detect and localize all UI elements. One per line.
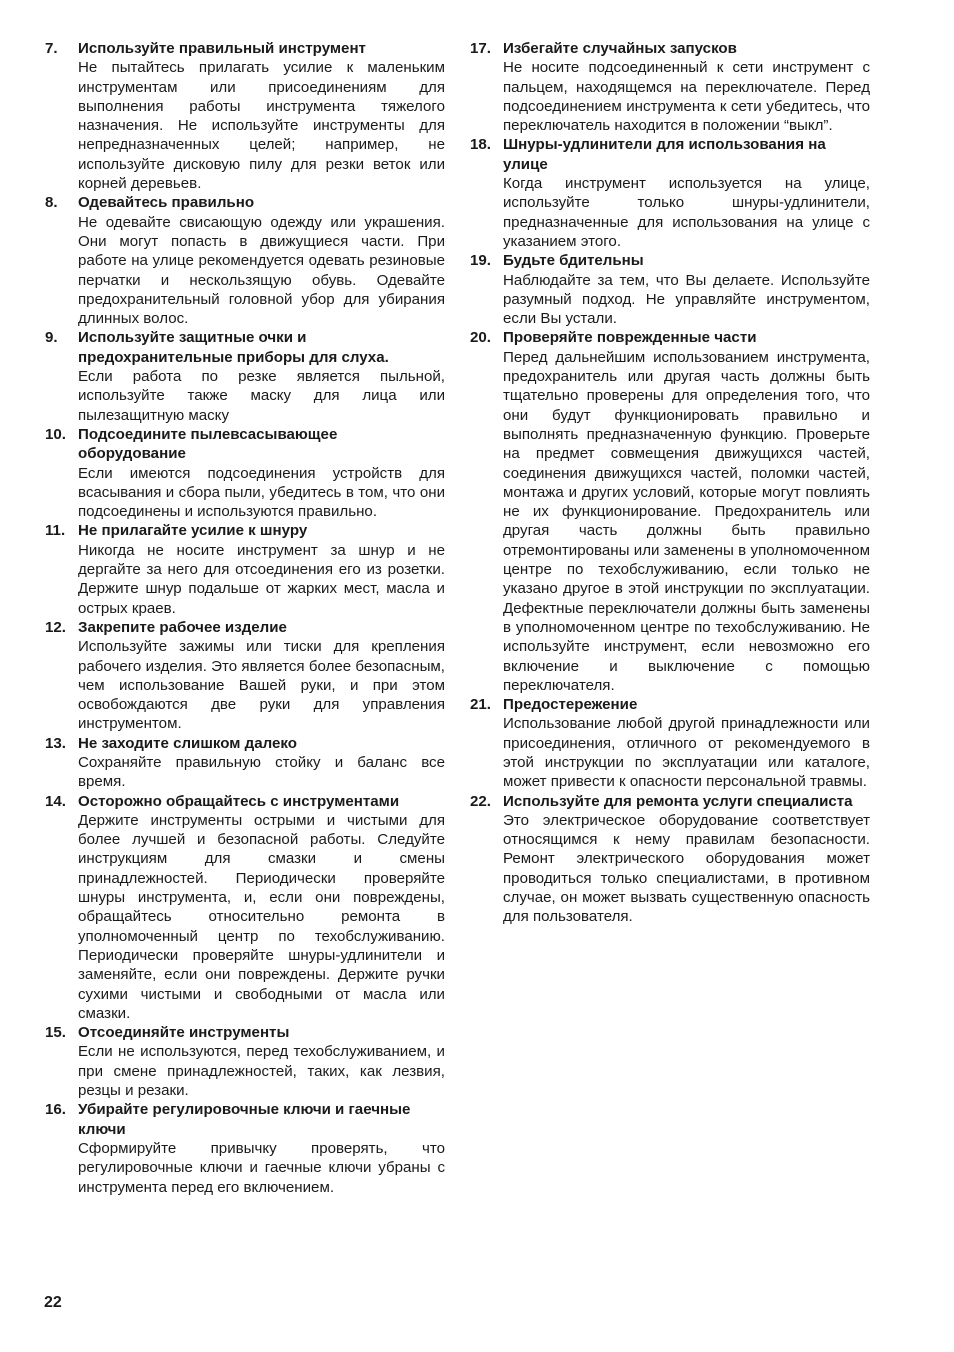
page-number: 22 (44, 1294, 62, 1311)
instruction-item (470, 695, 870, 791)
instruction-item (45, 521, 445, 617)
item-text: Используйте зажимы или тиски для крепления рабочего изделия. Это является более безопасным, чем использование Вашей руки, и при этом освобождаются две руки для управления инструментом. (78, 638, 445, 733)
item-text: Наблюдайте за тем, что Вы делаете. Используйте разумный подход. Не управляйте инструментом, если Вы устали. (503, 271, 870, 328)
item-text: Перед дальнейшим использованием инструмента, предохранитель или другая часть должны быть тщательно проверены для определения того, что они будут функционировать правильно и выполнять предназначенную функцию. Проверьте на предмет совмещения движущихся частей, соединения движущихся частей, поломки частей, монтажа и других условий, которые могут повлиять не их функционирование. Предохранитель или другая часть должны быть правильно отремонтированы или заменены в уполномоченном центре по техобслуживанию, если только не указано другое в этой инструкции по эксплуатации. Дефектные переключатели должны быть заменены в уполномоченном центре по техобслуживанию. Не используйте инструмент, если невозможно его включение и выключение с помощью переключателя. (503, 348, 870, 694)
item-number: 10. (45, 425, 66, 443)
instruction-item (45, 618, 445, 734)
item-number: 12. (45, 618, 66, 636)
item-title: Отсоединяйте инструменты (78, 1024, 290, 1042)
instruction-item (45, 39, 445, 193)
item-text: Держите инструменты острыми и чистыми для более лучшей и безопасной работы. Следуйте инструкциям для смазки и смены принадлежностей. Периодически проверяйте шнуры инструмента, и, если они повреждены, обращайтесь относительно ремонта в уполномоченный центр по техобслуживанию. Периодически проверяйте шнуры-удлинители и заменяйте, если они повреждены. Держите ручки сухими чистыми и свободными от масла или смазки. (78, 811, 445, 1022)
left-column (45, 39, 445, 1197)
item-title: Предостережение (503, 696, 638, 714)
item-title: Будьте бдительны (503, 252, 644, 270)
item-title: Подсоедините пылевсасывающее оборудование (78, 425, 338, 463)
item-title: Проверяйте поврежденные части (503, 329, 757, 347)
item-text: Сформируйте привычку проверять, что регулировочные ключи и гаечные ключи убраны с инструмента перед его включением. (78, 1139, 445, 1196)
item-text: Когда инструмент используется на улице, используйте только шнуры-удлинители, предназначенные для использования на улице с указанием этого. (503, 175, 870, 250)
instruction-item (45, 1023, 445, 1100)
item-text: Если работа по резке является пыльной, используйте также маску для лица или пылезащитную маску (78, 368, 445, 424)
item-number: 7. (45, 40, 58, 57)
item-title: Одевайтесь правильно (78, 194, 255, 212)
item-title: Не прилагайте усилие к шнуру (78, 522, 308, 540)
instruction-item (45, 734, 445, 792)
item-number: 8. (45, 194, 58, 212)
item-text: Если не используются, перед техобслуживанием, и при смене принадлежностей, таких, как лезвия, резцы и резаки. (78, 1043, 445, 1100)
instruction-item (470, 251, 870, 328)
item-text: Использование любой другой принадлежности или присоединения, отличного от рекомендуемого в этой инструкции по эксплуатации или каталоге, может привести к опасности персональной травмы. (503, 715, 870, 791)
item-title: Не заходите слишком далеко (78, 734, 297, 752)
item-title: Избегайте случайных запусков (503, 40, 737, 57)
right-column (470, 39, 870, 927)
item-number: 17. (470, 40, 491, 57)
item-title: Используйте правильный инструмент (78, 40, 366, 57)
item-text: Если имеются подсоединения устройств для всасывания и сбора пыли, убедитесь в том, что они подсоединены и используются правильно. (78, 464, 445, 521)
item-title: Используйте защитные очки и предохранительные приборы для слуха. (78, 329, 389, 366)
item-text: Не пытайтесь прилагать усилие к маленьким инструментам или присоединениям для выполнения работы инструмента тяжелого назначения. Не используйте инструменты для непредназначенных целей; например, не используйте дисковую пилу для резки веток или корней деревьев. (78, 59, 445, 193)
item-title: Убирайте регулировочные ключи и гаечные ключи (78, 1101, 411, 1138)
item-text: Не одевайте свисающую одежду или украшения. Они могут попасть в движущиеся части. При работе на улице рекомендуется одевать резиновые перчатки и нескользящую обувь. Одевайте предохранительный головной убор для убирания длинных волос. (78, 213, 445, 328)
item-number: 19. (470, 252, 491, 270)
item-number: 22. (470, 792, 491, 810)
item-number: 13. (45, 734, 66, 752)
item-title: Используйте для ремонта услуги специалиста (503, 792, 853, 810)
instruction-item (45, 792, 445, 1024)
instruction-item (470, 328, 870, 695)
instruction-item (470, 792, 870, 927)
item-text: Сохраняйте правильную стойку и баланс все время. (78, 753, 445, 791)
instruction-item (45, 328, 445, 424)
item-number: 18. (470, 136, 491, 154)
item-title: Осторожно обращайтесь с инструментами (78, 792, 400, 810)
item-text: Не носите подсоединенный к сети инструмент с пальцем, находящемся на переключателе. Перед подсоединением инструмента к сети убедитесь, что переключатель находится в положении “выкл”. (503, 59, 870, 135)
item-number: 9. (45, 329, 58, 347)
instruction-item (470, 39, 870, 135)
item-number: 21. (470, 696, 491, 714)
item-text: Это электрическое оборудование соответствует относящимся к нему правилам безопасности. Ремонт электрического оборудования может проводиться только специалистами, в противном случае, он может вызвать существенную опасность для пользователя. (503, 811, 870, 926)
item-number: 11. (45, 522, 66, 540)
item-title: Шнуры-удлинители для использования на улице (503, 136, 826, 173)
item-number: 16. (45, 1101, 66, 1119)
instruction-item (45, 193, 445, 328)
item-text: Никогда не носите инструмент за шнур и не дергайте за него для отсоединения его из розетки. Держите шнур подальше от жарких мест, масла и острых краев. (78, 541, 445, 617)
instruction-item (45, 425, 445, 521)
instruction-item (45, 1100, 445, 1196)
item-number: 14. (45, 792, 66, 810)
instruction-item (470, 135, 870, 251)
item-title: Закрепите рабочее изделие (78, 618, 287, 636)
item-number: 20. (470, 329, 491, 347)
item-number: 15. (45, 1024, 66, 1042)
